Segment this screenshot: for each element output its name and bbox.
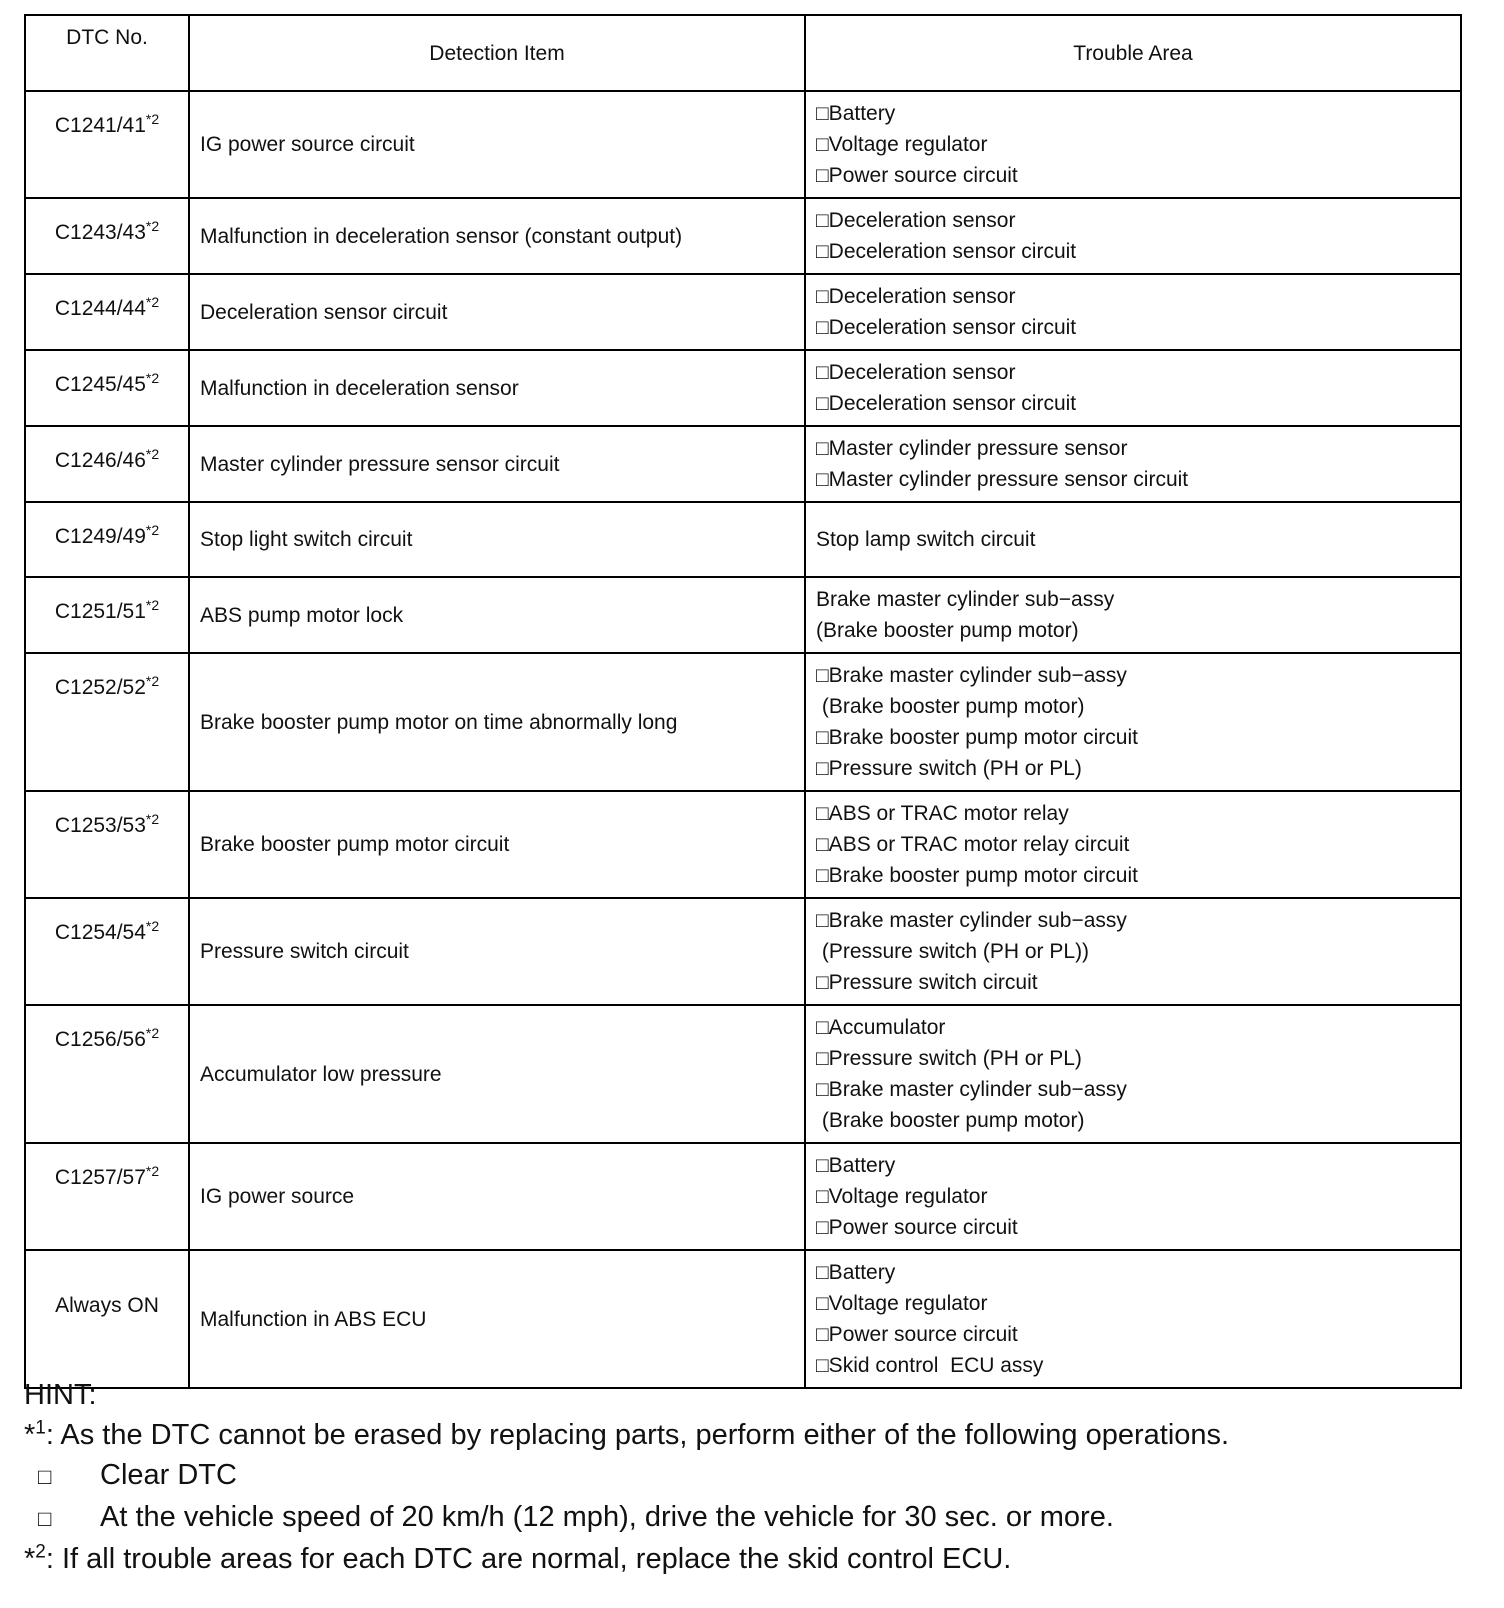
- detection-item-cell: Pressure switch circuit: [189, 898, 805, 1005]
- trouble-area-line: □Voltage regulator: [816, 1292, 988, 1315]
- dtc-footnote-ref: *2: [145, 597, 160, 613]
- dtc-code: C1241/41: [54, 114, 146, 137]
- dtc-footnote-ref: *2: [145, 673, 160, 689]
- dtc-code: C1246/46: [54, 449, 146, 472]
- trouble-area-line: □Voltage regulator: [816, 1185, 988, 1208]
- dtc-code: C1253/53: [54, 814, 146, 837]
- trouble-area-cell: [805, 91, 1461, 198]
- trouble-area-line: □Pressure switch circuit: [816, 971, 1038, 994]
- header-detection-item: Detection Item: [189, 15, 805, 91]
- trouble-area-cell: [805, 426, 1461, 502]
- table-row: [25, 1143, 1461, 1250]
- detection-item-cell: ABS pump motor lock: [189, 577, 805, 653]
- trouble-area-line: □Battery: [816, 1261, 896, 1284]
- hint-bullet-2: [24, 1497, 1229, 1539]
- dtc-footnote-ref: *2: [145, 1025, 160, 1041]
- dtc-cell: [25, 1005, 189, 1143]
- trouble-area-cell: [805, 502, 1461, 577]
- checkbox-icon: □: [38, 1464, 52, 1489]
- checkbox-icon: □: [38, 1506, 52, 1531]
- header-row: [25, 15, 1461, 91]
- detection-item-cell: Stop light switch circuit: [189, 502, 805, 577]
- dtc-footnote-ref: *2: [145, 1163, 160, 1179]
- detection-item-cell: Brake booster pump motor circuit: [189, 791, 805, 898]
- dtc-code: C1254/54: [54, 921, 146, 944]
- dtc-code: C1245/45: [54, 373, 146, 396]
- hint-title: HINT:: [24, 1379, 97, 1411]
- note-2-text: : If all trouble areas for each DTC are normal, replace the skid control ECU.: [45, 1543, 1012, 1575]
- hint-note-2: [24, 1539, 1229, 1579]
- note-2-superscript: 2: [35, 1541, 46, 1563]
- trouble-area-line: □Power source circuit: [816, 1216, 1018, 1239]
- table-row: [25, 350, 1461, 426]
- trouble-area-line: □Power source circuit: [816, 164, 1018, 187]
- bullet-2-text: At the vehicle speed of 20 km/h (12 mph), drive the vehicle for 30 sec. or more.: [100, 1501, 1114, 1533]
- trouble-area-cell: [805, 1250, 1461, 1388]
- dtc-cell: [25, 898, 189, 1005]
- trouble-area-cell: [805, 577, 1461, 653]
- hint-note-1: [24, 1415, 1229, 1455]
- dtc-footnote-ref: *2: [145, 370, 160, 386]
- dtc-footnote-ref: *2: [145, 218, 160, 234]
- table-row: [25, 898, 1461, 1005]
- detection-item-cell: IG power source circuit: [189, 91, 805, 198]
- dtc-table: [24, 14, 1462, 1389]
- detection-item-cell: IG power source: [189, 1143, 805, 1250]
- trouble-area-line: □Brake booster pump motor circuit: [816, 864, 1138, 887]
- trouble-area-line: □Brake master cylinder sub−assy: [816, 664, 1127, 687]
- trouble-area-line: (Brake booster pump motor): [816, 1109, 1085, 1132]
- detection-item-cell: Master cylinder pressure sensor circuit: [189, 426, 805, 502]
- note-1-superscript: 1: [35, 1417, 46, 1439]
- dtc-code: C1244/44: [54, 297, 146, 320]
- trouble-area-line: □Battery: [816, 102, 896, 125]
- trouble-area-cell: [805, 198, 1461, 274]
- dtc-cell: [25, 350, 189, 426]
- dtc-footnote-ref: *2: [145, 111, 160, 127]
- table-row: [25, 791, 1461, 898]
- table-row: [25, 577, 1461, 653]
- dtc-code: C1257/57: [54, 1166, 146, 1189]
- dtc-cell: [25, 577, 189, 653]
- dtc-cell: [25, 91, 189, 198]
- trouble-area-line: □Master cylinder pressure sensor: [816, 437, 1128, 460]
- dtc-cell: [25, 274, 189, 350]
- trouble-area-cell: [805, 898, 1461, 1005]
- table-row: [25, 1250, 1461, 1388]
- detection-item-cell: Malfunction in deceleration sensor (constant output): [189, 198, 805, 274]
- dtc-cell: [25, 1143, 189, 1250]
- trouble-area-line: □Brake booster pump motor circuit: [816, 726, 1138, 749]
- table-row: [25, 653, 1461, 791]
- trouble-area-line: □ABS or TRAC motor relay circuit: [816, 833, 1130, 856]
- detection-item-cell: Malfunction in ABS ECU: [189, 1250, 805, 1388]
- dtc-code: C1249/49: [54, 525, 146, 548]
- trouble-area-cell: [805, 274, 1461, 350]
- trouble-area-cell: [805, 791, 1461, 898]
- header-trouble-area: Trouble Area: [805, 15, 1461, 91]
- dtc-code: C1256/56: [54, 1028, 146, 1051]
- dtc-code: C1243/43: [54, 221, 146, 244]
- trouble-area-cell: [805, 1005, 1461, 1143]
- trouble-area-line: □Deceleration sensor circuit: [816, 240, 1077, 263]
- trouble-area-line: □Deceleration sensor circuit: [816, 392, 1077, 415]
- trouble-area-line: □Pressure switch (PH or PL): [816, 1047, 1082, 1070]
- table-row: [25, 502, 1461, 577]
- dtc-cell: [25, 198, 189, 274]
- trouble-area-line: □ABS or TRAC motor relay: [816, 802, 1069, 825]
- trouble-area-line: □Deceleration sensor circuit: [816, 316, 1077, 339]
- dtc-table-body: [25, 91, 1461, 1388]
- note-1-mark: *: [24, 1419, 36, 1451]
- table-row: [25, 426, 1461, 502]
- table-row: [25, 198, 1461, 274]
- trouble-area-line: □Skid control ECU assy: [816, 1354, 1044, 1377]
- trouble-area-line: □Master cylinder pressure sensor circuit: [816, 468, 1189, 491]
- trouble-area-line: □Accumulator: [816, 1016, 946, 1039]
- trouble-area-cell: [805, 1143, 1461, 1250]
- trouble-area-line: (Brake booster pump motor): [816, 619, 1079, 642]
- dtc-code: C1251/51: [54, 600, 146, 623]
- trouble-area-line: □Pressure switch (PH or PL): [816, 757, 1082, 780]
- trouble-area-line: (Brake booster pump motor): [816, 695, 1085, 718]
- table-row: [25, 91, 1461, 198]
- bullet-1-text: Clear DTC: [100, 1459, 237, 1491]
- dtc-cell: [25, 502, 189, 577]
- trouble-area-cell: [805, 653, 1461, 791]
- trouble-area-line: □Brake master cylinder sub−assy: [816, 1078, 1127, 1101]
- trouble-area-line: □Voltage regulator: [816, 133, 988, 156]
- hint-bullet-1: [24, 1455, 1229, 1497]
- detection-item-cell: Brake booster pump motor on time abnormally long: [189, 653, 805, 791]
- table-row: [25, 274, 1461, 350]
- dtc-cell: [25, 1250, 189, 1388]
- trouble-area-line: □Power source circuit: [816, 1323, 1018, 1346]
- dtc-code: C1252/52: [54, 676, 146, 699]
- dtc-footnote-ref: *2: [145, 811, 160, 827]
- table-row: [25, 1005, 1461, 1143]
- trouble-area-line: □Deceleration sensor: [816, 361, 1016, 384]
- dtc-cell: [25, 791, 189, 898]
- note-2-mark: *: [24, 1543, 36, 1575]
- hint-section: [24, 1375, 1229, 1579]
- dtc-footnote-ref: *2: [145, 522, 160, 538]
- detection-item-cell: Accumulator low pressure: [189, 1005, 805, 1143]
- note-1-text: : As the DTC cannot be erased by replacing parts, perform either of the following operations.: [45, 1419, 1230, 1451]
- trouble-area-line: □Brake master cylinder sub−assy: [816, 909, 1127, 932]
- detection-item-cell: Malfunction in deceleration sensor: [189, 350, 805, 426]
- trouble-area-line: Stop lamp switch circuit: [816, 528, 1036, 551]
- dtc-cell: [25, 426, 189, 502]
- trouble-area-line: □Battery: [816, 1154, 896, 1177]
- dtc-footnote-ref: *2: [145, 446, 160, 462]
- dtc-cell: [25, 653, 189, 791]
- trouble-area-line: □Deceleration sensor: [816, 209, 1016, 232]
- header-dtc-no: DTC No.: [25, 15, 189, 91]
- trouble-area-line: Brake master cylinder sub−assy: [816, 588, 1115, 611]
- dtc-code: Always ON: [55, 1293, 159, 1317]
- dtc-footnote-ref: *2: [145, 294, 160, 310]
- detection-item-cell: Deceleration sensor circuit: [189, 274, 805, 350]
- dtc-footnote-ref: *2: [145, 918, 160, 934]
- trouble-area-line: (Pressure switch (PH or PL)): [816, 940, 1090, 963]
- trouble-area-line: □Deceleration sensor: [816, 285, 1016, 308]
- trouble-area-cell: [805, 350, 1461, 426]
